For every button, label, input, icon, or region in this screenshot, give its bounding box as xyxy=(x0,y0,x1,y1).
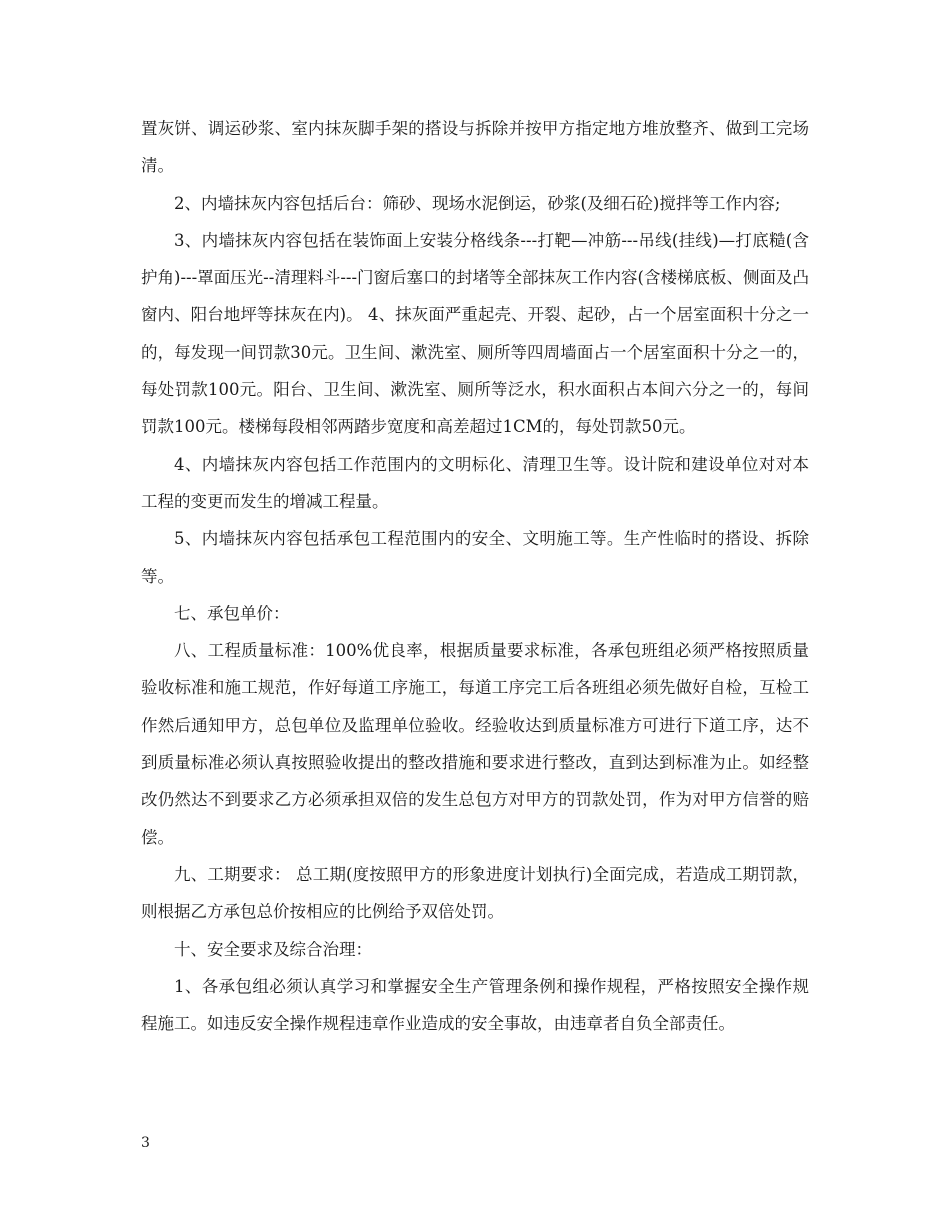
page-number: 3 xyxy=(141,1135,150,1151)
section-quality-standard: 八、工程质量标准：100%优良率，根据质量要求标准，各承包班组必须严格按照质量验收标准和施工规范，作好每道工序施工，每道工序完工后各班组必须先做好自检，互检工作然后通知甲方，总包单位及监理单位验收。经验收达到质量标准方可进行下道工序，达不到质量标准必须认真按照验收提出的整改措施和要求进行整改，直到达到标准为止。如经整改仍然达不到要求乙方必须承担双倍的发生总包方对甲方的罚款处罚，作为对甲方信誉的赔偿。 xyxy=(141,641,809,847)
section-heading-10: 十、安全要求及综合治理： xyxy=(174,939,372,959)
document-body xyxy=(141,110,809,1042)
paragraph-item-3: 3、内墙抹灰内容包括在装饰面上安装分格线条---打靶—冲筋---吊线(挂线)—打底糙(含护角)---罩面压光--清理料斗---门窗后塞口的封堵等全部抹灰工作内容(含楼梯底板、侧面及凸窗内、阳台地坪等抹灰在内)。 4、抹灰面严重起壳、开裂、起砂，占一个居室面积十分之一的，每发现一间罚款30元。卫生间、漱洗室、厕所等四周墙面占一个居室面积十分之一的，每处罚款100元。阳台、卫生间、漱洗室、厕所等泛水，积水面积占本间六分之一的，每间罚款100元。楼梯每段相邻两踏步宽度和高差超过1CM的，每处罚款50元。 xyxy=(141,230,809,437)
section-heading-7: 七、承包单价： xyxy=(174,603,290,623)
section-schedule-requirement: 九、工期要求： 总工期(度按照甲方的形象进度计划执行)全面完成，若造成工期罚款，则根据乙方承包总价按相应的比例给予双倍处罚。 xyxy=(141,864,809,922)
paragraph-item-4: 4、内墙抹灰内容包括工作范围内的文明标化、清理卫生等。设计院和建设单位对对本工程的变更而发生的增减工程量。 xyxy=(141,454,809,511)
paragraph-item-5: 5、内墙抹灰内容包括承包工程范围内的安全、文明施工等。生产性临时的搭设、拆除等。 xyxy=(141,529,809,586)
paragraph-safety-item-1: 1、各承包组必须认真学习和掌握安全生产管理条例和操作规程，严格按照安全操作规程施工。如违反安全操作规程违章作业造成的安全事故，由违章者自负全部责任。 xyxy=(141,976,809,1034)
paragraph-item-2: 2、内墙抹灰内容包括后台：筛砂、现场水泥倒运，砂浆(及细石砼)搅拌等工作内容; xyxy=(174,193,781,213)
paragraph-continuation: 置灰饼、调运砂浆、室内抹灰脚手架的搭设与拆除并按甲方指定地方堆放整齐、做到工完场清。 xyxy=(141,119,809,176)
